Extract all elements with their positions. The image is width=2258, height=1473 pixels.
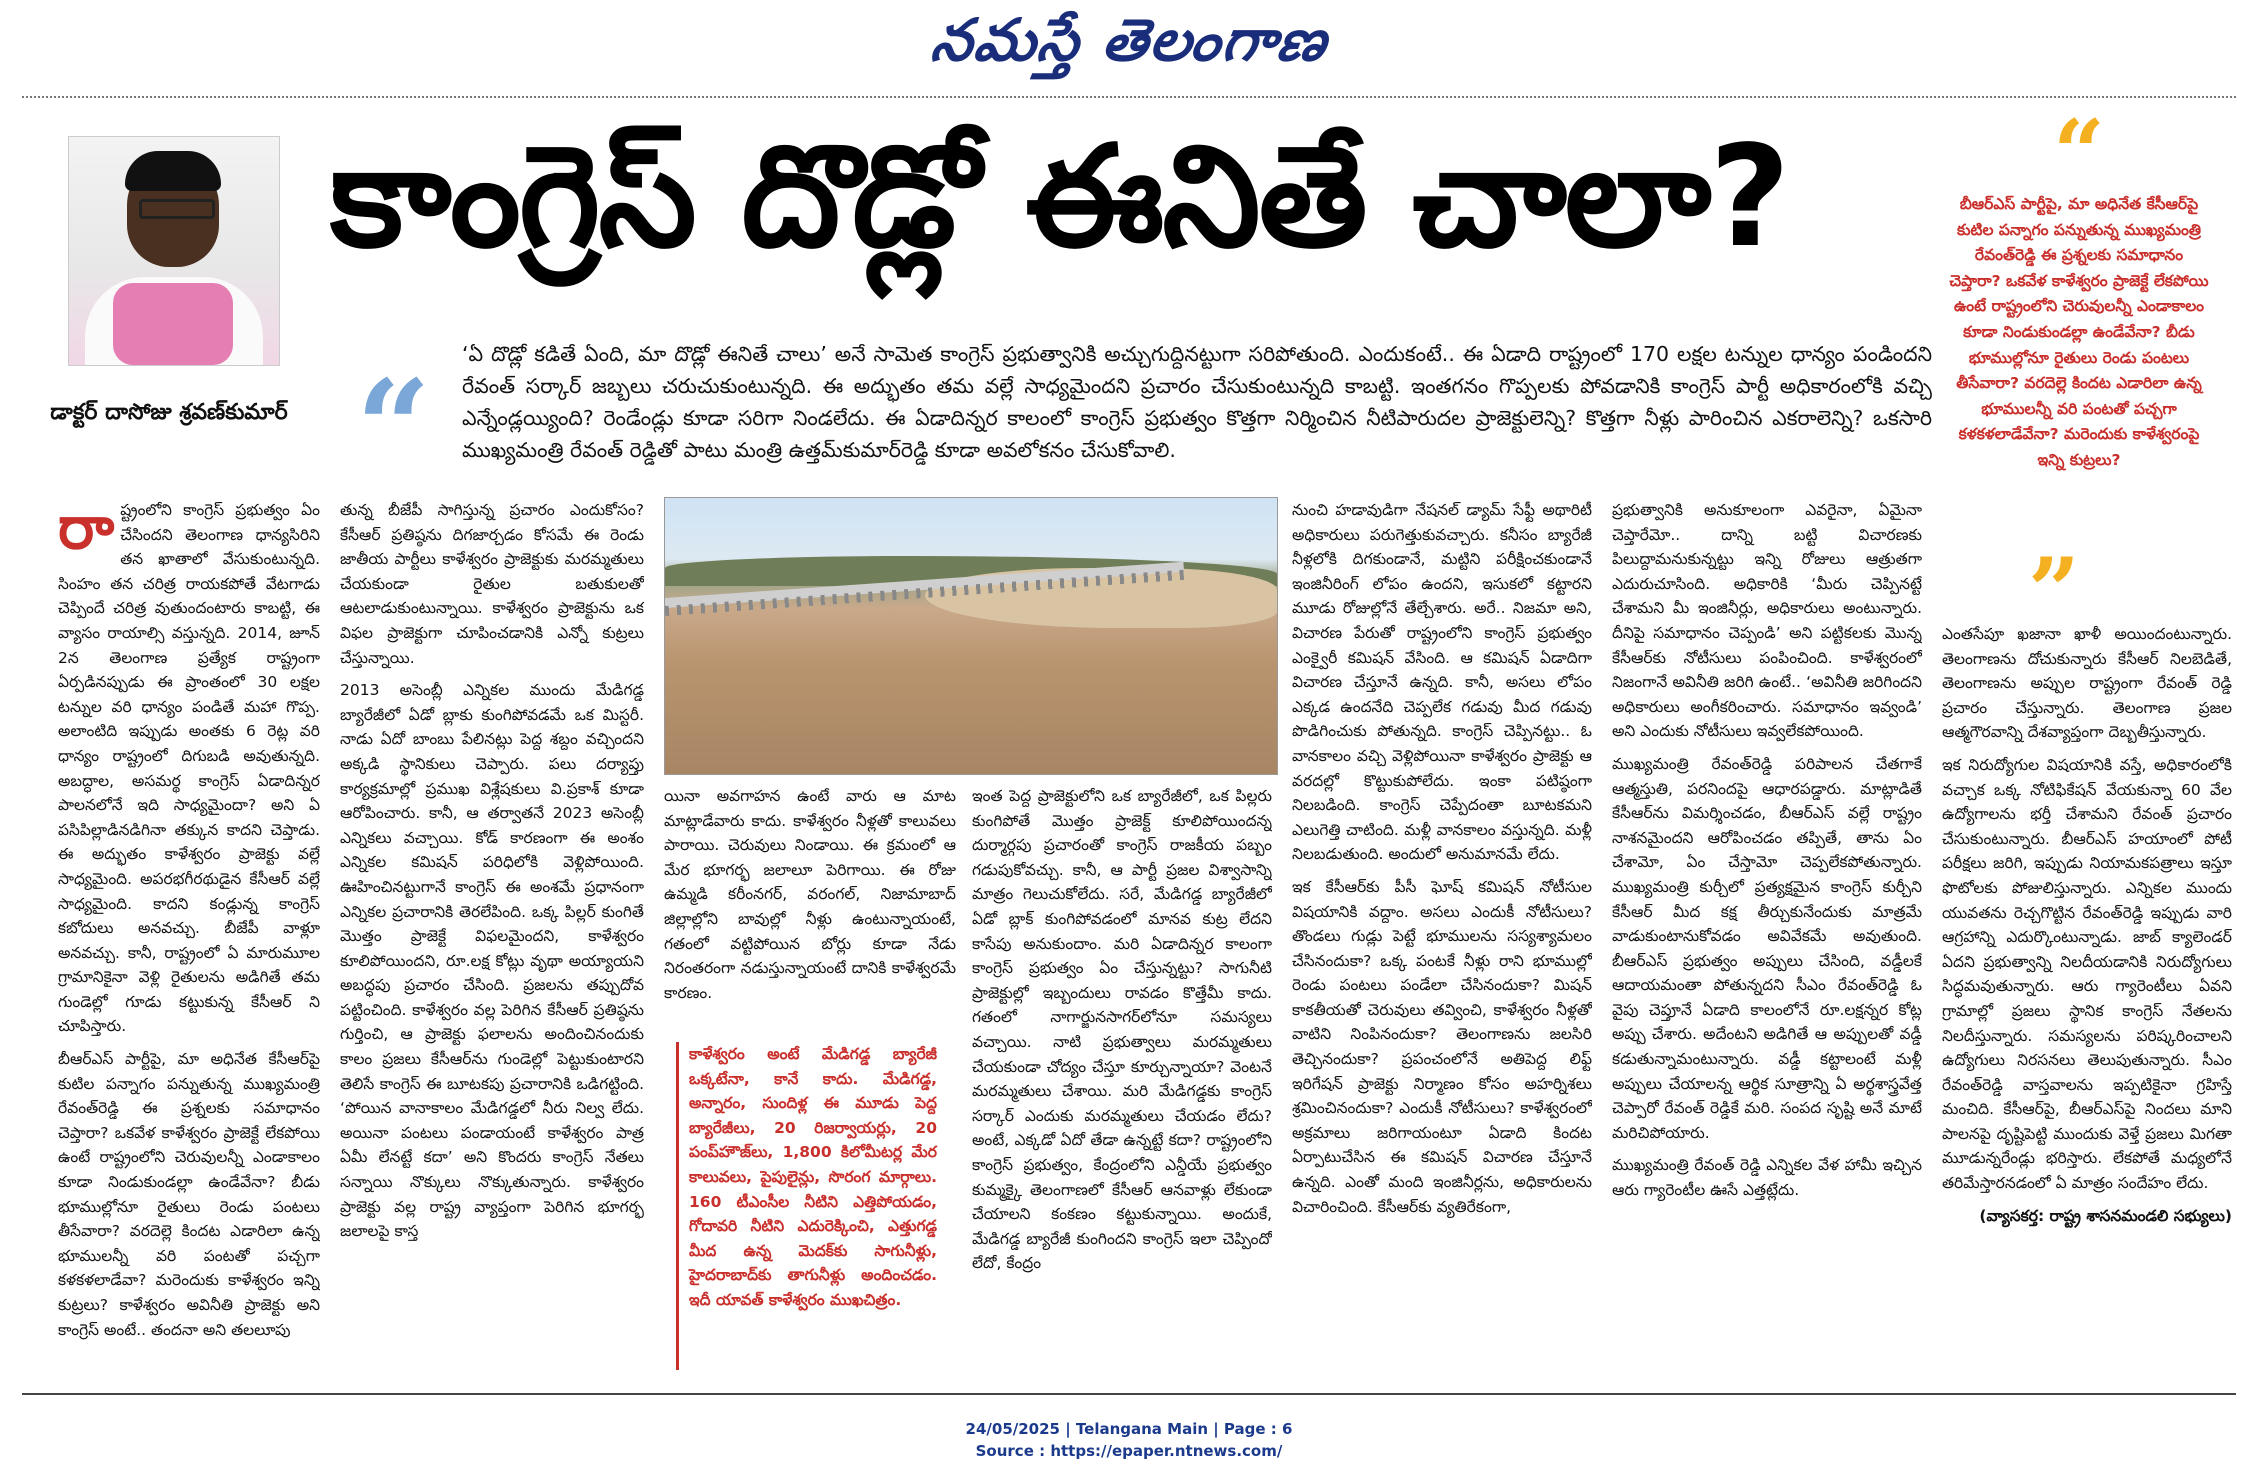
headline: కాంగ్రెస్ దొడ్లో ఈనితే చాలా? (330, 116, 1789, 279)
pull-quote-text: బీఆర్ఎస్ పార్టీపై, మా అధినేత కేసీఆర్‌పై కుటిల పన్నాగం పన్నుతున్న ముఖ్యమంత్రి రేవంత్‌రెడ్డి ఈ ప్రశ్నలకు సమాధానం చెప్తారా? ఒకవేళ కాళేశ్వరం ప్రాజెక్టే లేకపోయి ఉంటే రాష్ట్రంలోని చెరువులన్నీ ఎండాకాలం కూడా నిండుకుండల్లా ఉండేవేనా? బీడు భూముల్లోనూ రైతులు రెండు పంటలు తీసేవారా? వరదెల్లె కిందట ఎడారిలా ఉన్న భూములన్నీ వరి పంటతో పచ్చగా కళకళలాడేవేనా? మరెందుకు కాళేశ్వరంపై ఇన్ని కుట్రలు? (1949, 195, 2209, 469)
footer-date-page: 24/05/2025 | Telangana Main | Page : 6 (965, 1420, 1293, 1438)
author-photo (68, 136, 280, 366)
quote-open-icon: “ (2053, 100, 2105, 206)
paragraph: నుంచి హడావుడిగా నేషనల్ డ్యామ్ సేఫ్టీ అథారిటీ అధికారులు పరుగెత్తుకువచ్చారు. కనీసం బ్యారేజీ నీళ్లలోకి దిగకుండానే, మట్టిని పరీక్షించకుండానే ఇంజినీరింగ్ లోపం ఉందని, ఇసుకలో కట్టారని మూడు రోజుల్లోనే తేల్చేశారు. అరే.. నిజమా అని, విచారణ పేరుతో రాష్ట్రంలోని కాంగ్రెస్ ప్రభుత్వం ఎంక్వైరీ కమిషన్ వేసింది. ఆ కమిషన్ ఏడాదిగా విచారణ చేస్తూనే ఉన్నది. కానీ, అసలు లోపం ఎక్కడ ఉందనేది చెప్పలేక గడువు మీద గడువు పొడిగించుకు పోతున్నది. కాంగ్రెస్ చెప్పినట్టు.. ఓ వానకాలం వచ్చి వెళ్లిపోయినా కాళేశ్వరం ప్రాజెక్టు ఆ వరదల్లో కొట్టుకుపోలేదు. ఇంకా పటిష్ఠంగా నిలబడింది. కాంగ్రెస్ చెప్పేదంతా బూటకమని ఎలుగెత్తి చాటింది. మళ్లీ వానకాలం వస్తున్నది. మళ్లీ నిలబడుతుంది. అందులో అనుమానమే లేదు. (1292, 501, 1592, 864)
paragraph: బీఆర్ఎస్ పార్టీపై, మా అధినేత కేసీఆర్‌పై కుటిల పన్నాగం పన్నుతున్న ముఖ్యమంత్రి రేవంత్‌రెడ్డి ఈ ప్రశ్నలకు సమాధానం చెప్తారా? ఒకవేళ కాళేశ్వరం ప్రాజెక్టే లేకపోయి ఉంటే రాష్ట్రంలోని చెరువులన్నీ ఎండాకాలం కూడా నిండుకుండల్లా ఉండేవేనా? బీడు భూముల్లోనూ రైతులు రెండు పంటలు తీసేవారా? వరదెల్లె కిందట ఎడారిలా ఉన్న భూములన్నీ వరి పంటతో పచ్చగా కళకళలాడేవా? మరెందుకు కాళేశ్వరం ఇన్ని కుట్రలు? కాళేశ్వరం అవినీతి ప్రాజెక్టు అని కాంగ్రెస్ అంటే.. తందనా అని తలలూపు (58, 1050, 320, 1339)
paragraph: 2013 అసెంబ్లీ ఎన్నికల ముందు మేడిగడ్డ బ్యారేజీలో ఏడో బ్లాకు కుంగిపోవడమే ఒక మిస్టరీ. నాడు ఏదో బాంబు పేలినట్లు పెద్ద శబ్దం వచ్చిందని అక్కడి స్థానికులు చెప్పారు. పలు దర్యాప్తు కార్యక్రమాల్లో ప్రముఖ విశ్లేషకులు వి.ప్రకాశ్ కూడా ఆరోపించారు. కానీ, ఆ తర్వాతనే 2023 అసెంబ్లీ ఎన్నికలు వచ్చాయి. కోడ్ కారణంగా ఈ అంశం ఎన్నికల కమిషన్ పరిధిలోకి వెళ్లిపోయింది. ఊహించినట్టుగానే కాంగ్రెస్ ఈ అంశమే ప్రధానంగా ఎన్నికల ప్రచారానికి తెరలేపింది. ఒక్క పిల్లర్ కుంగితే మొత్తం ప్రాజెక్టే విఫలమైందని, కాళేశ్వరం కూలిపోయిందని, రూ.లక్ష కోట్లు వృథా అయ్యాయని అబద్ధపు ప్రచారం చేసింది. ప్రజలను తప్పుదోవ పట్టించింది. కాళేశ్వరం వల్ల పెరిగిన కేసీఆర్ ప్రతిష్ఠను గుర్తించి, ఆ ప్రాజెక్టు ఫలాలను అందించినందుకు కాలం ప్రజలు కేసీఆర్‌ను గుండెల్లో పెట్టుకుంటారని తెలిసే కాంగ్రెస్ ఈ బూటకపు ప్రచారానికి ఒడిగట్టింది. ‘పోయిన వానాకాలం మేడిగడ్డలో నీరు నిల్వ లేదు. అయినా పంటలు పండాయంటే కాళేశ్వరం పాత్ర ఏమీ లేనట్టే కదా’ అని కొందరు కాంగ్రెస్ నేతలు సన్నాయి నొక్కులు నొక్కుతున్నారు. కాళేశ్వరం ప్రాజెక్టు వల్ల రాష్ట్ర వ్యాప్తంగా పెరిగిన భూగర్భ జలాలపై కాస్త (340, 681, 644, 1241)
paragraph: ముఖ్యమంత్రి రేవంత్ రెడ్డి ఎన్నికల వేళ హామీ ఇచ్చిన ఆరు గ్యారెంటీల ఊసే ఎత్తట్లేదు. (1612, 1156, 1922, 1200)
paragraph: ఇంత పెద్ద ప్రాజెక్టులోని ఒక బ్యారేజీలో, ఒక పిల్లరు కుంగిపోతే మొత్తం ప్రాజెక్ట్ కూలిపోయిందన్న దుర్మార్గపు ప్రచారంతో కాంగ్రెస్ రాజకీయ పబ్బం గడుపుకోవచ్చు. కానీ, ఆ పార్టీ ప్రజల విశ్వాసాన్ని మాత్రం గెలుచుకోలేదు. సరే, మేడిగడ్డ బ్యారేజీలో ఏడో బ్లాక్ కుంగిపోవడంలో మానవ కుట్ర లేదని కాసేపు అనుకుందాం. మరి ఏడాదిన్నర కాలంగా కాంగ్రెస్ ప్రభుత్వం ఏం చేస్తున్నట్టు? సాగునీటి ప్రాజెక్టుల్లో ఇబ్బందులు రావడం కొత్తేమీ కాదు. గతంలో నాగార్జునసాగర్‌లోనూ సమస్యలు వచ్చాయి. నాటి ప్రభుత్వాలు మరమ్మతులు చేయకుండా చోద్యం చేస్తూ కూర్చున్నాయా? వెంటనే మరమ్మతులు చేశాయి. మరి మేడిగడ్డకు కాంగ్రెస్ సర్కార్ ఎందుకు మరమ్మతులు చేయడం లేదు? అంటే, ఎక్కడో ఏదో తేడా ఉన్నట్టే కదా? రాష్ట్రంలోని కాంగ్రెస్ ప్రభుత్వం, కేంద్రంలోని ఎన్డీయే ప్రభుత్వం కుమ్మక్కై తెలంగాణలో కేసీఆర్ ఆనవాళ్లు లేకుండా చేయాలని కంకణం కట్టుకున్నాయి. అందుకే, మేడిగడ్డ బ్యారేజీ కుంగిందని కాంగ్రెస్ ఇలా చెప్పిందో లేదో, కేంద్రం (972, 787, 1272, 1273)
paragraph: రాష్ట్రంలోని కాంగ్రెస్ ప్రభుత్వం ఏం చేసిందని తెలంగాణ ధాన్యసిరిని తన ఖాతాలో వేసుకుంటున్నది. సింహం తన చరిత్ర రాయకపోతే వేటగాడు చెప్పిందే చరిత్ర వుతుందంటారు కాబట్టి, ఈ వ్యాసం రాయాల్సి వస్తున్నది. 2014, జూన్ 2న తెలంగాణ ప్రత్యేక రాష్ట్రంగా ఏర్పడినప్పుడు ఈ ప్రాంతంలో 30 లక్షల టన్నుల వరి ధాన్యం పండితే మహా గొప్ప. అలాంటిది ఇప్పుడు అంతకు 6 రెట్ల వరి ధాన్యం రాష్ట్రంలో దిగుబడి అవుతున్నది. అబద్ధాల, అసమర్థ కాంగ్రెస్ ఏడాదిన్నర పాలనలోనే ఇది సాధ్యమైందా? అని ఏ పసిపిల్లాడినడిగినా తక్కున కాదని చెప్తాడు. ఈ అద్భుతం కాళేశ్వరం ప్రాజెక్టు వల్లే సాధ్యమైంది. అపరభగీరథుడైన కేసీఆర్ వల్లే సాధ్యమైంది. కాదని కండ్లున్న కాంగ్రెస్ కబోదులు అనవచ్చు. బీజేపీ వాళ్లూ అనవచ్చు. కానీ, రాష్ట్రంలో ఏ మారుమూల గ్రామానికైనా వెళ్లి రైతులను అడిగితే తమ గుండెల్లో గూడు కట్టుకున్న కేసీఆర్ ని చూపిస్తారు. (58, 498, 320, 1036)
article-column-1 (58, 498, 320, 1378)
paragraph: ప్రభుత్వానికి అనుకూలంగా ఎవరైనా, ఏమైనా చెప్తారేమో.. దాన్ని బట్టి విచారణకు పిలుద్దామనుకున్నట్టు ఇన్ని రోజులు ఆత్రుతగా ఎదురుచూసింది. అధికారికి ‘మీరు చెప్పినట్టే చేశామని మీ ఇంజినీర్లు, అధికారులు అంటున్నారు. దీనిపై సమాధానం చెప్పండి’ అని పట్టికలకు మొన్న కేసీఆర్‌కు నోటీసులు పంపించింది. కాళేశ్వరంలో నిజంగానే అవినీతి జరిగి ఉంటే.. ‘అవినీతి జరిగిందని అధికారులు అంగీకరించారు. సమాధానం ఇవ్వండి’ అని ఎందుకు నోటీసులు ఇవ్వలేకపోయింది. (1612, 501, 1922, 741)
top-divider (22, 96, 2236, 98)
article-column-7 (1942, 622, 2232, 1378)
author-name: డాక్టర్ దాసోజు శ్రవణ్‌కుమార్ (50, 400, 288, 425)
dropcap: రా (58, 498, 115, 563)
newspaper-logo: నమస్తే తెలంగాణ (927, 6, 1333, 74)
article-column-3 (664, 784, 956, 1024)
highlight-box: కాళేశ్వరం అంటే మేడిగడ్డ బ్యారేజీ ఒక్కటేనా, కానే కాదు. మేడిగడ్డ, అన్నారం, సుందిళ్ల ఈ మూడు పెద్ద బ్యారేజీలు, 20 రిజర్వాయర్లు, 20 పంప్‌హౌజ్‌లు, 1,800 కిలోమీటర్ల మేర కాలువలు, పైపులైన్లు, సొరంగ మార్గాలు. 160 టీఎంసీల నీటిని ఎత్తిపోయడం, గోదావరి నీటిని ఎదురెక్కించి, ఎత్తుగడ్డ మీద ఉన్న మెదక్‌కు సాగునీళ్లు, హైదరాబాద్‌కు తాగునీళ్లు అందించడం. ఇదీ యావత్ కాళేశ్వరం ముఖచిత్రం. (676, 1042, 937, 1370)
quote-close-icon: ” (2028, 538, 2080, 644)
paragraph: ఇక నిరుద్యోగుల విషయానికి వస్తే, అధికారంలోకి వచ్చాక ఒక్క నోటిఫికేషన్ వేయకున్నా 60 వేల ఉద్యోగాలను భర్తీ చేశామని రేవంత్ ప్రచారం చేసుకుంటున్నారు. బీఆర్ఎస్ హయాంలో పోటీ పరీక్షలు జరిగి, ఇప్పుడు నియామకపత్రాలు ఇస్తూ ఫొటోలకు పోజులిస్తున్నారు. ఎన్నికల ముందు యువతను రెచ్చగొట్టిన రేవంత్‌రెడ్డి ఇప్పుడు వారి ఆగ్రహాన్ని ఎదుర్కొంటున్నాడు. జాబ్ క్యాలెండర్ ఏదని ప్రభుత్వాన్ని నిలదీయడానికి నిరుద్యోగులు సిద్ధమవుతున్నారు. ఆరు గ్యారెంటీలు ఏవని గ్రామాల్లో ప్రజలు స్థానిక కాంగ్రెస్ నేతలను నిలదీస్తున్నారు. సమస్యలను పరిష్కరించాలని ఉద్యోగులు నిరసనలు తెలుపుతున్నారు. సీఎం రేవంత్‌రెడ్డి వాస్తవాలను ఇప్పటికైనా గ్రహిస్తే మంచిది. కేసీఆర్‌పై, బీఆర్ఎస్‌పై నిందలు మాని పాలనపై దృష్టిపెట్టి ముందుకు వెళ్తే ప్రజలు మిగతా మూడున్నరేండ్లు భరిస్తారు. లేకపోతే మధ్యలోనే తరిమేస్తారనడంలో ఏ మాత్రం సందేహం లేదు. (1942, 755, 2232, 1193)
footer-source-link[interactable]: Source : https://epaper.ntnews.com/ (975, 1442, 1283, 1460)
article-column-4 (972, 784, 1272, 1378)
article-column-2 (340, 498, 644, 1378)
author-signoff: (వ్యాసకర్త: రాష్ట్ర శాసనమండలి సభ్యులు) (1979, 1206, 2232, 1225)
paragraph: ఎంతసేపూ ఖజానా ఖాళీ అయిందంటున్నారు. తెలంగాణను దోచుకున్నారు కేసీఆర్ నిలబెడితే, తెలంగాణను అప్పుల రాష్ట్రంగా రేవంత్ రెడ్డి ప్రచారం చేస్తున్నారు. తెలంగాణ ప్రజల ఆత్మగౌరవాన్ని దేశవ్యాప్తంగా దెబ్బతీస్తున్నారు. (1942, 625, 2232, 742)
masthead (0, 0, 2258, 92)
paragraph: ముఖ్యమంత్రి రేవంత్‌రెడ్డి పరిపాలన చేతగాకే ఆత్మస్తుతి, పరనిందపై ఆధారపడ్డారు. మాట్లాడితే కేసీఆర్‌ను విమర్శించడం, బీఆర్ఎస్ వల్లే రాష్ట్రం నాశనమైందని ఆరోపించడం తప్పితే, తాను ఏం చేశామో, ఏం చేస్తామో చెప్పలేకపోతున్నారు. ముఖ్యమంత్రి కుర్చీలో ప్రత్యక్షమైన కాంగ్రెస్ కుర్చీని కేసీఆర్ మీద కక్ష తీర్చుకునేందుకు మాత్రమే వాడుకుంటానుకోవడం అవివేకమే అవుతుంది. బీఆర్ఎస్ ప్రభుత్వం అప్పులు చేసింది, వడ్డీలకే ఆదాయమంతా పోతున్నదని సీఎం రేవంత్‌రెడ్డి ఓ వైపు చెప్తూనే ఏడాది కాలంలోనే రూ.లక్షన్నర కోట్ల అప్పు చేశారు. అదేంటని అడిగితే ఆ అప్పులతో వడ్డీ కడుతున్నామంటున్నారు. వడ్డీ కట్టాలంటే మళ్లీ అప్పులు చేయాలన్న ఆర్థిక సూత్రాన్ని ఏ అర్థశాస్త్రవేత్త చెప్పారో రేవంత్ రెడ్డికే మరి. సంపద సృష్టి అనే మాటే మరిచిపోయారు. (1612, 754, 1922, 1142)
paragraph: యినా అవగాహన ఉంటే వారు ఆ మాట మాట్లాడేవారు కాదు. కాళేశ్వరం నీళ్లతో కాలువలు పారాయి. చెరువులు నిండాయి. ఈ క్రమంలో ఆ మేర భూగర్భ జలాలూ పెరిగాయి. ఈ రోజు ఉమ్మడి కరీంనగర్, వరంగల్, నిజామాబాద్ జిల్లాల్లోని బావుల్లో నీళ్లు ఉంటున్నాయంటే, గతంలో వట్టిపోయిన బోర్లు కూడా నేడు నిరంతరంగా నడుస్తున్నాయంటే దానికి కాళేశ్వరమే కారణం. (664, 787, 956, 1002)
barrage-photo (664, 497, 1278, 775)
intro-paragraph: ‘ఏ దొడ్లో కడితే ఏంది, మా దొడ్లో ఈనితే చాలు’ అనే సామెత కాంగ్రెస్ ప్రభుత్వానికి అచ్చుగుద్దినట్టుగా సరిపోతుంది. ఎందుకంటే.. ఈ ఏడాది రాష్ట్రంలో 170 లక్షల టన్నుల ధాన్యం పండిందని రేవంత్ సర్కార్ జబ్బలు చరుచుకుంటున్నది. ఈ అద్భుతం తమ వల్లే సాధ్యమైందని ప్రచారం చేసుకుంటున్నది కాబట్టి. ఇంతగనం గొప్పలకు పోవడానికి కాంగ్రెస్ పార్టీ అధికారంలోకి వచ్చి ఎన్నేండ్లయ్యింది? రెండేండ్లు కూడా సరిగా నిండలేదు. ఈ ఏడాదిన్నర కాలంలో కాంగ్రెస్ ప్రభుత్వం కొత్తగా నిర్మించిన నీటిపారుదల ప్రాజెక్టులెన్ని? కొత్తగా నీళ్లు పారించిన ఎకరాలెన్ని? ఒకసారి ముఖ్యమంత్రి రేవంత్ రెడ్డితో పాటు మంత్రి ఉత్తమ్‌కుమార్‌రెడ్డి కూడా అవలోకనం చేసుకోవాలి. (462, 342, 1932, 462)
article-column-5 (1292, 498, 1592, 1378)
paragraph: తున్న బీజేపీ సాగిస్తున్న ప్రచారం ఎందుకోసం? కేసీఆర్ ప్రతిష్ఠను దిగజార్చడం కోసమే ఈ రెండు జాతీయ పార్టీలు కాళేశ్వరం ప్రాజెక్టుకు మరమ్మతులు చేయకుండా రైతుల బతుకులతో ఆటలాడుకుంటున్నాయి. కాళేశ్వరం ప్రాజెక్టును ఒక విఫల ప్రాజెక్టుగా చూపించడానికి ఎన్నో కుట్రలు చేస్తున్నాయి. (340, 501, 644, 667)
page-footer (0, 1418, 2258, 1462)
bottom-divider (22, 1393, 2236, 1395)
pull-quote (1948, 100, 2210, 644)
article-column-6 (1612, 498, 1922, 1378)
quote-mark-icon: “ (356, 351, 431, 504)
paragraph: ఇక కేసీఆర్‌కు పీసీ ఘోష్ కమిషన్ నోటీసుల విషయానికి వద్దాం. అసలు ఎందుకీ నోటీసులు? తొండలు గుడ్లు పెట్టే భూములను సస్యశ్యామలం చేసినందుకా? ఒక్క పంటకే నీళ్లు రాని భూముల్లో రెండు పంటలు పండేలా చేసినందుకా? మిషన్ కాకతీయతో చెరువులు తవ్వించి, కాళేశ్వరం నీళ్లతో వాటిని నింపినందుకా? తెలంగాణను జలసిరి తెచ్చినందుకా? ప్రపంచంలోనే అతిపెద్ద లిఫ్ట్ ఇరిగేషన్ ప్రాజెక్టు నిర్మాణం కోసం అహర్నిశలు శ్రమించినందుకా? ఎందుకీ నోటీసులు? కాళేశ్వరంలో అక్రమాలు జరిగాయంటూ ఏడాది కిందట ఏర్పాటుచేసిన ఈ కమిషన్ విచారణ చేస్తూనే ఉన్నది. ఎంతో మంది ఇంజినీర్లను, అధికారులను విచారించింది. కేసీఆర్‌కు వ్యతిరేకంగా, (1292, 877, 1592, 1216)
